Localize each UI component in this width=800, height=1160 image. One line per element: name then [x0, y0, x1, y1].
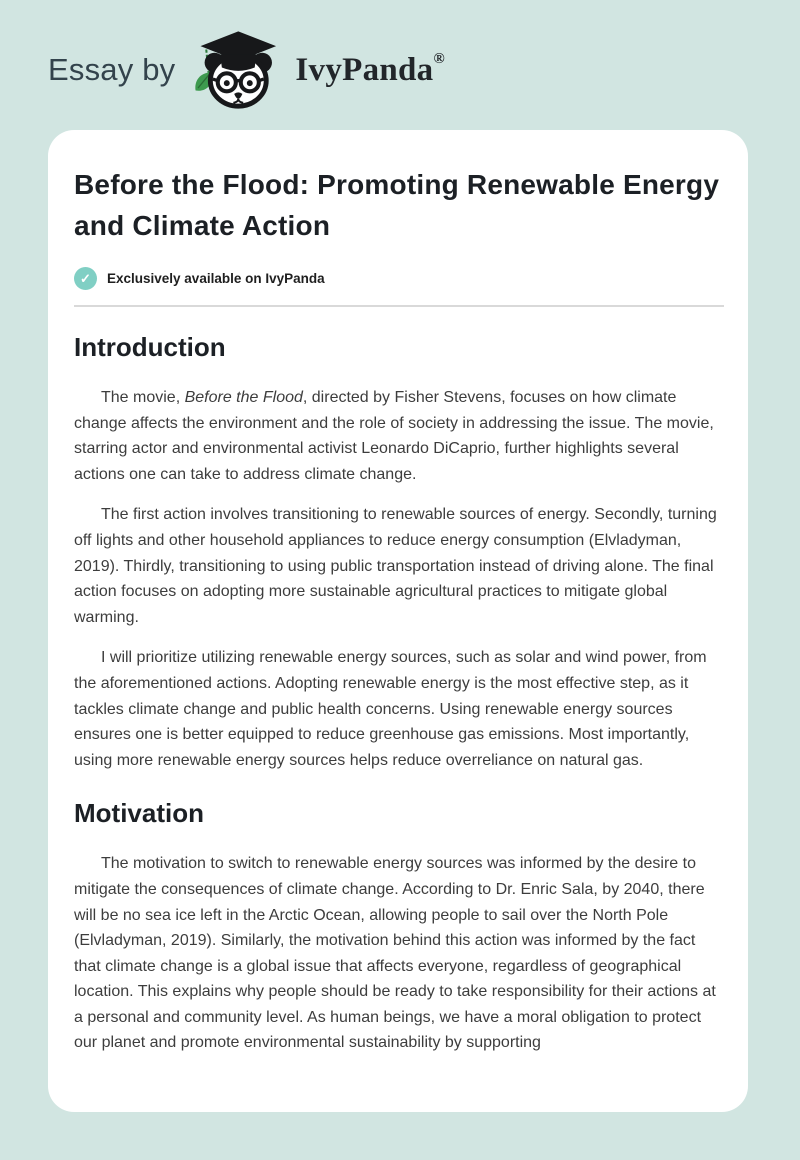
- paragraph: The motivation to switch to renewable energy sources was informed by the desire to mitigate the consequences of climate change. According to Dr. Enric Sala, by 2040, there will be no sea ice left in the Arctic Ocean, allowing people to sail over the North Pole (Elvladyman, 2019). Similarly, the motivation behind this action was informed by the fact that climate change is a global issue that affects everyone, regardless of geographical location. This explains why people should be ready to take responsibility for their actions at a personal and community level. As human beings, we have a moral obligation to protect our planet and promote environmental sustainability by supporting: [74, 855, 716, 1052]
- brand-name: IvyPanda: [295, 51, 434, 88]
- registered-trademark-symbol: ®: [433, 50, 445, 67]
- divider: [74, 305, 724, 307]
- page-title: Before the Flood: Promoting Renewable Energy and Climate Action: [74, 169, 720, 241]
- paragraph: [74, 385, 724, 487]
- paragraph: I will prioritize utilizing renewable energy sources, such as solar and wind power, from the aforementioned actions. Adopting renewable energy is the most effective step, as it tackles climate change and public health concerns. Using renewable energy sources ensures one is better equipped to reduce greenhouse gas emissions. Most importantly, using more renewable energy sources helps reduce overreliance on natural gas.: [74, 649, 707, 769]
- section-heading-motivation: Motivation: [74, 798, 204, 829]
- section-heading-introduction: Introduction: [74, 332, 226, 362]
- essay-by-label: Essay by: [48, 52, 176, 87]
- panda-graduate-logo-icon: [189, 29, 281, 111]
- paragraph-text: , directed by Fisher Stevens, focuses on how climate change affects the environment and the role of society in addressing the issue. The movie, starring actor and environmental activist Leonardo DiCaprio, further highlights several actions one can take to address climate change.: [74, 389, 714, 483]
- check-icon: ✓: [74, 267, 97, 290]
- brand-wordmark: [295, 52, 444, 89]
- paragraph: The first action involves transitioning to renewable sources of energy. Secondly, turning off lights and other household appliances to reduce energy consumption (Elvladyman, 2019). Thirdly, transitioning to using public transportation instead of driving alone. The final action focuses on adopting more sustainable agricultural practices to mitigate global warming.: [74, 506, 717, 626]
- exclusive-badge: [74, 267, 724, 290]
- exclusive-badge-label: Exclusively available on IvyPanda: [107, 271, 325, 286]
- essay-card: [48, 130, 748, 1112]
- paragraph-text: The movie,: [101, 389, 185, 406]
- letterhead: [0, 0, 800, 130]
- movie-title-italic: Before the Flood: [184, 389, 303, 406]
